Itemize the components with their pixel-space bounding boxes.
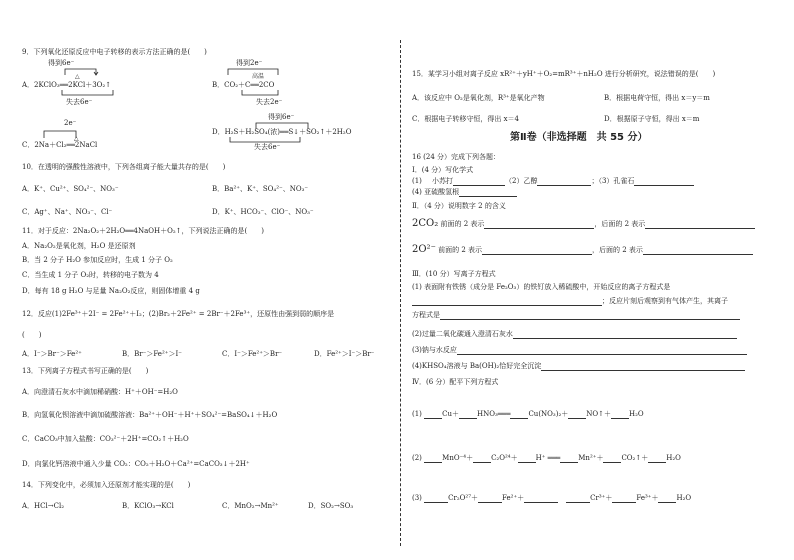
q16-item-1-row [412,177,694,186]
q10-option-a: A．K⁺、Cu²⁺、SO₄²⁻、NO₃⁻ [22,185,119,193]
q15-stem: 15．某学习小组对离子反应 xR²⁺＋yH⁺＋O₂=mR³⁺＋nH₂O 进行分析研究，说法错误的是( ) [412,70,716,78]
q16-balance-1-number: (1) [412,410,422,418]
q15-option-c: C．根据电子转移守恒，得出 x＝4 [412,115,519,123]
q16-balance-3-term-2: Fe²⁺＋ [502,494,525,502]
q16-item-1-number: (1) [412,177,422,185]
q16-item-2-label: （2）乙醇 [505,177,538,185]
q16-balance-3-blank-2[interactable] [478,495,502,503]
q16-equation-3-label: (3)钠与水反应 [412,346,457,354]
q15-option-a: A．该反应中 O₂是氧化剂，R³⁺是氧化产物 [412,94,545,102]
q10-option-d: D．K⁺、HCO₃⁻、ClO⁻、NO₃⁻ [212,208,314,216]
q16-item-1-label: 小苏打 [432,177,453,185]
q9-b-loss-label: 失去2e⁻ [256,98,283,106]
q16-formula-2co2: 2CO₂ [412,218,439,229]
q16-equation-1-blank-a[interactable] [412,298,602,306]
q16-section-4-title: Ⅳ．(6 分）配平下列方程式 [412,378,499,386]
q11-option-a: A．Na₂O₂是氧化剂，H₂O 是还原剂 [22,242,136,250]
q12-answer-paren: ( ) [22,331,42,339]
q13-option-c: C．CaCO₃中加入盐酸：CO₃²⁻＋2H⁺=CO₂↑＋H₂O [22,435,189,443]
q13-option-a: A．向澄清石灰水中滴加稀硝酸：H⁺＋OH⁻=H₂O [22,388,178,396]
q16-balance-1-term-4: NO↑＋ [586,410,611,418]
q16-balance-1-term-2: HNO₃═══ [477,410,511,418]
q16-balance-2-row [412,454,681,463]
q9-c-transfer-label: 2e⁻ [64,119,77,127]
q14-stem: 14．下列变化中，必须加入还原剂才能实现的是( ) [22,481,191,489]
q16-equation-4-blank[interactable] [541,363,745,371]
q16-balance-2-term-6: H₂O [666,454,681,462]
q16-balance-2-term-2: C₂O²⁴＋ [491,454,518,462]
q16-2co2-back-blank[interactable] [645,221,755,229]
q12-option-c: C．I⁻＞Fe²⁺＞Br⁻ [222,350,283,358]
q9-c-equation: C．2Na＋Cl₂══2NaCl [22,141,98,149]
q16-section-1-title: Ⅰ．(4 分）写化学式 [412,166,474,174]
q16-balance-3-blank-1[interactable] [424,495,448,503]
q10-stem: 10．在透明的强酸性溶液中，下列各组离子能大量共存的是( ) [22,163,226,171]
part-two-heading: 第Ⅱ卷（非选择题 共 55 分） [510,132,648,143]
q16-balance-1-term-5: H₂O [629,410,644,418]
q16-equation-2-label: (2)过量二氧化碳通入澄清石灰水 [412,330,513,338]
q9-d-loss-label: 失去6e⁻ [254,143,281,151]
q16-item-4-label: (4) 亚硫酸氢根 [412,188,460,196]
q16-balance-2-term-4: Mn²⁺＋ [578,454,604,462]
q13-option-d: D．向氯化钙溶液中通入少量 CO₂：CO₂＋H₂O＋Ca²⁺=CaCO₃↓＋2H⁺ [22,460,250,468]
q9-b-equation: B．CO₂＋C══2CO [212,81,275,89]
q9-c-arrow [40,127,90,139]
q16-2o2-back-label: ，后面的 2 表示 [592,246,643,254]
q9-c-condition: △ [74,135,79,142]
q16-2o2-back-blank[interactable] [643,247,753,255]
q16-balance-3-blank-5[interactable] [612,495,636,503]
q16-equation-4-label: (4)KHSO₄溶液与 Ba(OH)₂恰好完全沉淀 [412,362,542,370]
q9-a-loss-label: 失去6e⁻ [66,98,93,106]
q9-a-top-arrow [30,64,110,76]
q16-item-3-label: ；（3）孔雀石 [591,177,635,185]
q16-item-1-blank[interactable] [453,178,505,186]
q16-balance-2-blank-6[interactable] [648,455,666,463]
q16-section-3-title: Ⅲ．(10 分）写离子方程式 [412,270,496,278]
q9-stem: 9．下列氧化还原反应中电子转移的表示方法正确的是( ) [22,48,207,56]
q14-option-c: C．MnO₂→Mn²⁺ [222,502,279,510]
q16-2o2-front-label: 前面的 2 表示 [438,246,482,254]
q16-equation-1-row-b [412,297,728,306]
q16-balance-1-blank-2[interactable] [459,411,477,419]
q9-d-gain-label: 得到6e⁻ [268,113,295,121]
q16-balance-1-blank-1[interactable] [424,411,442,419]
q13-stem: 13．下列离子方程式书写正确的是( ) [22,367,149,375]
q16-balance-1-blank-3[interactable] [510,411,528,419]
q16-formula-2o2: 2O²⁻ [412,244,436,255]
q16-row-2o2 [412,245,753,255]
q16-balance-1-blank-4[interactable] [568,411,586,419]
q14-option-a: A．HCl→Cl₂ [22,502,65,510]
q16-balance-3-blank-4[interactable] [566,495,590,503]
q16-equation-1-text-c: 方程式是 [412,311,440,319]
q11-option-d: D．每有 18 g H₂O 与足量 Na₂O₂反应，则固体增重 4 g [22,287,200,295]
q9-d-equation: D．H₂S＋H₂SO₄(浓)══S↓＋SO₂↑＋2H₂O [212,128,352,136]
q12-option-b: B．Br⁻＞Fe²⁺＞I⁻ [122,350,182,358]
q10-option-c: C．Ag⁺、Na⁺、NO₃⁻、Cl⁻ [22,208,113,216]
q14-option-d: D．SO₂→SO₃ [308,502,354,510]
q16-balance-3-blank-6[interactable] [658,495,676,503]
q16-item-3-blank[interactable] [634,178,694,186]
q16-intro: 16 (24 分）完成下列各题： [412,153,500,161]
q9-b-gain-label: 得到2e⁻ [236,59,263,67]
q9-a-gain-label: 得到6e⁻ [48,59,75,67]
q16-2co2-front-label: 前面的 2 表示 [440,220,485,228]
q16-balance-1-term-1: Cu＋ [442,410,460,418]
q16-balance-2-blank-1[interactable] [424,455,442,463]
q15-option-d: D．根据原子守恒，得出 x＝m [604,115,700,123]
q11-option-b: B．当 2 分子 H₂O 参加反应时，生成 1 分子 O₂ [22,256,173,264]
q16-2co2-back-label: ，后面的 2 表示 [594,220,646,228]
q15-option-b: B．根据电荷守恒，得出 x＝y＝m [604,94,710,102]
column-divider [400,40,401,546]
q16-equation-1-text-a: (1) 表面附有铁锈（成分是 Fe₂O₃）的铁钉放入稀硫酸中，开始反应的离子方程式是 [412,283,671,291]
q16-item-4-blank[interactable] [459,189,517,197]
q16-balance-2-term-1: MnO⁻⁴＋ [442,454,474,462]
q9-a-condition: △ [75,73,80,80]
q10-option-b: B．Ba²⁺、K⁺、SO₄²⁻、NO₃⁻ [212,185,309,193]
q16-balance-1-row [412,410,644,419]
q16-balance-2-blank-5[interactable] [603,455,621,463]
q12-stem: 12．反应(1)2Fe³⁺＋2I⁻ = 2Fe²⁺＋I₂；(2)Br₂＋2Fe²⁺ = 2Br⁻＋2Fe³⁺，还原性由强到弱的顺序是 [22,310,335,318]
q16-balance-3-blank-3[interactable] [524,495,558,503]
q16-balance-1-term-3: Cu(NO₃)₂＋ [528,410,569,418]
q12-option-a: A．I⁻＞Br⁻＞Fe²⁺ [22,350,82,358]
q16-balance-3-row [412,494,691,503]
q16-balance-2-number: (2) [412,454,422,462]
q16-balance-3-term-5: H₂O [676,494,692,502]
q16-balance-2-blank-4[interactable] [560,455,578,463]
q16-row-2co2 [412,219,755,229]
q16-balance-3-term-4: Fe³⁺＋ [636,494,659,502]
q16-equation-3-blank[interactable] [457,347,747,355]
q11-stem: 11．对于反应：2Na₂O₂＋2H₂O══4NaOH＋O₂↑，下列说法正确的是( ) [22,227,265,235]
q16-balance-2-blank-2[interactable] [473,455,491,463]
q12-option-d: D．Fe²⁺＞I⁻＞Br⁻ [314,350,375,358]
q16-equation-2-blank[interactable] [513,331,737,339]
q16-2o2-front-blank[interactable] [482,247,592,255]
q16-item-4-row [412,188,517,197]
q11-option-c: C．当生成 1 分子 O₂时，转移的电子数为 4 [22,271,159,279]
q16-equation-1-text-b: ；反应片刻后观察到有气体产生，其离子 [602,297,728,305]
q16-balance-1-blank-5[interactable] [611,411,629,419]
q16-balance-2-term-5: CO₂↑＋ [621,454,649,462]
q14-option-b: B．KClO₃→KCl [122,502,174,510]
q16-item-2-blank[interactable] [537,178,591,186]
q9-b-condition: 高温 [252,73,265,80]
q16-equation-2-row [412,330,737,339]
q16-balance-2-term-3: H⁺ ═══ [535,454,561,462]
q16-equation-3-row [412,346,747,355]
q13-option-b: B．向氢氧化钡溶液中滴加硫酸溶液：Ba²⁺＋OH⁻＋H⁺＋SO₄²⁻=BaSO₄↓＋H₂O [22,411,278,419]
q16-balance-3-term-3: Cr³⁺＋ [590,494,613,502]
q16-balance-3-number: (3) [412,494,422,502]
q16-balance-2-blank-3[interactable] [518,455,536,463]
q16-balance-3-term-1: Cr₂O²⁷＋ [448,494,479,502]
q16-2co2-front-blank[interactable] [484,221,594,229]
q16-equation-4-row [412,362,745,371]
q16-section-2-title: Ⅱ．（4 分）说明数字 2 的含义 [412,202,506,210]
q16-equation-1-blank-b[interactable] [440,312,740,320]
q9-a-equation: A．2KClO₃══2KCl＋3O₂↑ [22,81,112,89]
q16-equation-1-row-c [412,311,740,320]
